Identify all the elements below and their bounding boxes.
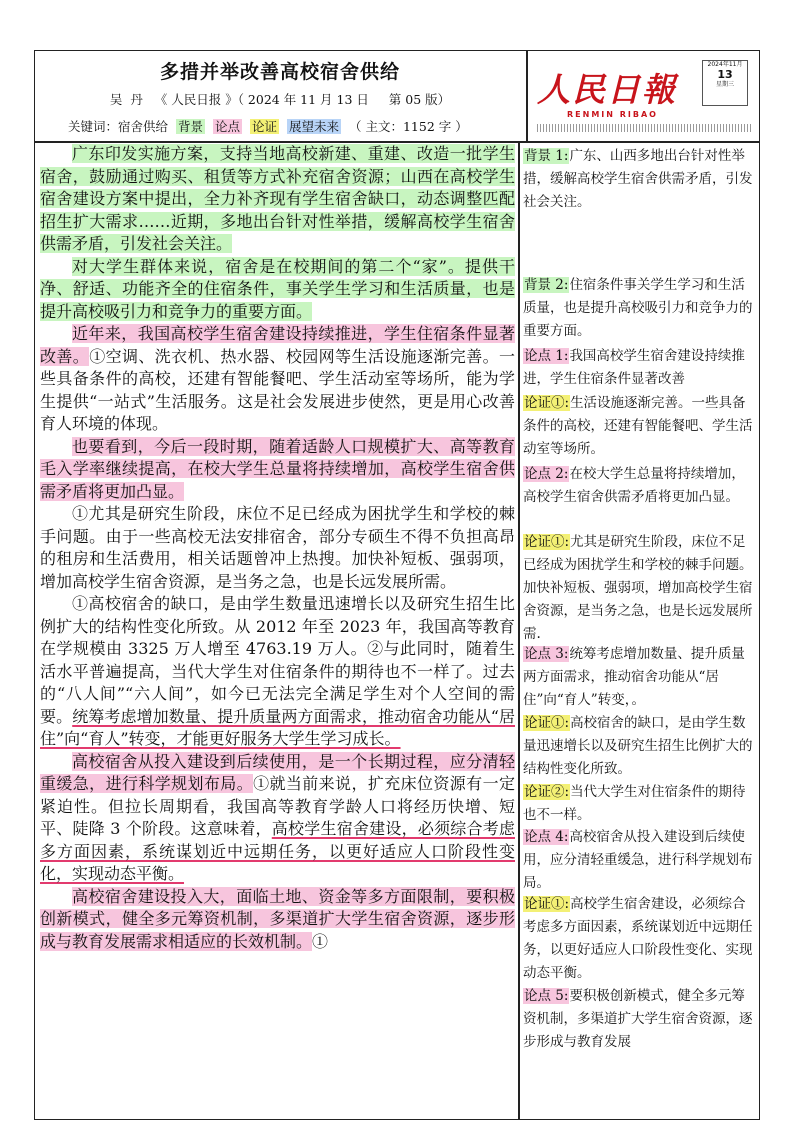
paragraph-5 [40,503,515,593]
masthead-date: 2024年11月 [707,61,743,68]
note-text: 生活设施逐渐完善。一些具备条件的高校，还建有智能餐吧、学生活动室等场所。 [523,395,753,457]
paragraph-3 [40,323,515,436]
paragraph-4 [40,436,515,504]
masthead-issue: 13 [717,68,733,81]
masthead-weekday: 星期三 [715,81,734,88]
note-tag: 论证①: [524,534,570,550]
note-text: 我国高校学生宿舍建设持续推进，学生住宿条件显著改善 [523,348,745,387]
note-text: 要积极创新模式，健全多元筹资机制，多渠道扩大学生宿舍资源，逐步形成与教育发展 [523,988,753,1050]
note-tag: 论点 2: [524,466,569,482]
note-tag: 论证①: [524,715,570,731]
paragraph-8 [40,886,515,954]
paragraph-1 [40,143,515,256]
note-evidence-3b [523,781,755,827]
paragraph-5-text: ①尤其是研究生阶段，床位不足已经成为困扰学生和学校的棘手问题。由于一些高校无法安排宿舍，部分专硕生不得不负担高昂的租房和生活费用，相关话题曾冲上热搜。加快补短板、强弱项，增加高校学生宿舍资源，是当务之急，也是长远发展所需。 [40,504,515,591]
newspaper-masthead [537,58,752,134]
note-tag: 论证①: [524,896,570,912]
point-4-text: 高校宿舍从投入建设到后续使用，是一个长期过程，应分清轻重缓急，进行科学规划布局。 [40,751,515,793]
paragraph-3-support: ①空调、洗衣机、热水器、校园网等生活设施逐渐完善。一些具备条件的高校，还建有智能餐吧、学生活动室等场所，能为学生提供“一站式”生活服务。这是社会发展进步使然，更是用心改善育人环境的体现。 [40,346,515,433]
note-evidence-2 [523,531,755,646]
legend-evidence: 论证 [252,119,278,134]
note-tag: 论证①: [524,395,570,411]
legend-argument-point: 论点 [215,119,241,134]
paragraph-8-marker: ① [312,931,329,951]
note-evidence-3a [523,712,755,781]
note-tag: 论点 1: [524,348,569,364]
note-text: 高校学生宿舍建设，必须综合考虑多方面因素，系统谋划近中远期任务，以更好适应人口阶段性变化、实现动态平衡。 [523,896,753,981]
paragraph-7-support: ①就当前来说，扩充床位资源有一定紧迫性。但拉长周期看，我国高等教育学龄人口将经历快增、短平、陡降 3 个阶段。这意味着， [40,774,515,838]
paragraph-6-support: ①高校宿舍的缺口，是由学生数量迅速增长以及研究生招生比例扩大的结构性变化所致。从 2012 年至 2023 年，我国高等教育在学规模由 3325 万人增至 4763.19 万人。②与此同时，随着生活水平普遍提高，当代大学生对住宿条件的期待也不一样了。过去的“八人间”“六人间”，如今已无法完全满足学生对个人空间的需要。 [40,594,515,726]
note-point-3 [523,643,755,712]
background-1-text: 广东印发实施方案，支持当地高校新建、重建、改造一批学生宿舍，鼓励通过购买、租赁等方式补充宿舍资源；山西在高校学生宿舍建设方案中提出，全力补齐现有学生宿舍缺口，动态调整匹配招生扩大需求……近期，多地出台针对性举措，缓解高校学生宿舍供需矛盾，引发社会关注。 [40,144,515,253]
point-3-text: 统筹考虑增加数量、提升质量两方面需求，推动宿舍功能从“居住”向“育人”转变，才能更好服务大学生学习成长。 [40,706,515,748]
note-background-1 [523,145,755,214]
legend-background: 背景 [178,119,204,134]
page-title: 多措并举改善高校宿舍供给 [159,61,400,83]
note-text: 住宿条件事关学生学习和生活质量，也是提升高校吸引力和竞争力的重要方面。 [523,277,753,339]
note-point-1 [523,345,755,391]
keywords-line [68,117,472,135]
note-background-2 [523,274,755,343]
header-divider [526,50,528,142]
column-divider [518,141,520,1120]
note-text: 尤其是研究生阶段，床位不足已经成为困扰学生和学校的棘手问题。加快补短板、强弱项，增加高校学生宿舍资源，是当务之急，也是长远发展所需. [523,534,753,642]
point-2-text: 也要看到，今后一段时期，随着适龄人口规模扩大、高等教育毛入学率继续提高，在校大学生总量将持续增加，高校学生宿舍供需矛盾将更加凸显。 [40,436,515,501]
masthead-rule [537,124,752,132]
note-text: 高校宿舍的缺口，是由学生数量迅速增长以及研究生招生比例扩大的结构性变化所致。 [523,715,753,777]
byline: 吴 丹 《 人民日报 》（ 2024 年 11 月 13 日 第 05 版） [109,92,451,107]
note-point-5 [523,985,755,1054]
note-text: 广东、山西多地出台针对性举措，缓解高校学生宿舍供需矛盾，引发社会关注。 [523,148,753,210]
word-count: （ 主文：1152 字 ） [349,119,468,134]
note-tag: 论证②: [524,784,570,800]
paragraph-6 [40,593,515,751]
note-point-4 [523,826,755,895]
legend-outlook: 展望未来 [289,119,340,134]
note-text: 在校大学生总量将持续增加，高校学生宿舍供需矛盾将更加凸显。 [523,466,745,505]
note-text: 高校宿舍从投入建设到后续使用，应分清轻重缓急，进行科学规划布局。 [523,829,753,891]
paragraph-7 [40,751,515,886]
note-point-2 [523,463,755,509]
note-tag: 背景 2: [524,277,569,293]
note-tag: 论点 4: [524,829,569,845]
paragraph-7-key-text: 高校学生宿舍建设，必须综合考虑多方面因素，系统谋划近中远期任务，以更好适应人口阶段性变化，实现动态平衡。 [40,819,515,883]
masthead-date-box [702,60,748,106]
note-tag: 论点 5: [524,988,569,1004]
masthead-english: RENMIN RIBAO [567,110,658,119]
masthead-logo: 人民日報 [537,70,677,109]
note-text: 当代大学生对住宿条件的期待也不一样。 [523,784,746,823]
paragraph-2 [40,256,515,324]
keywords-label: 关键词：宿舍供给 [68,119,169,134]
note-evidence-1 [523,392,755,461]
background-2-text: 对大学生群体来说，宿舍是在校期间的第二个“家”。提供干净、舒适、功能齐全的住宿条件，事关学生学习和生活质量，也是提升高校吸引力和竞争力的重要方面。 [40,256,515,321]
note-text: 统筹考虑增加数量、提升质量两方面需求，推动宿舍功能从“居住”向“育人”转变，。 [523,646,745,708]
note-tag: 论点 3: [524,646,569,662]
note-tag: 背景 1: [524,148,569,164]
note-evidence-4 [523,893,755,985]
point-5-text: 高校宿舍建设投入大，面临土地、资金等多方面限制，要积极创新模式，健全多元筹资机制，多渠道扩大学生宿舍资源，逐步形成与教育发展需求相适应的长效机制。 [40,886,515,951]
point-1-text: 近年来，我国高校学生宿舍建设持续推进，学生住宿条件显著改善。 [40,324,515,366]
article-body [40,143,515,953]
